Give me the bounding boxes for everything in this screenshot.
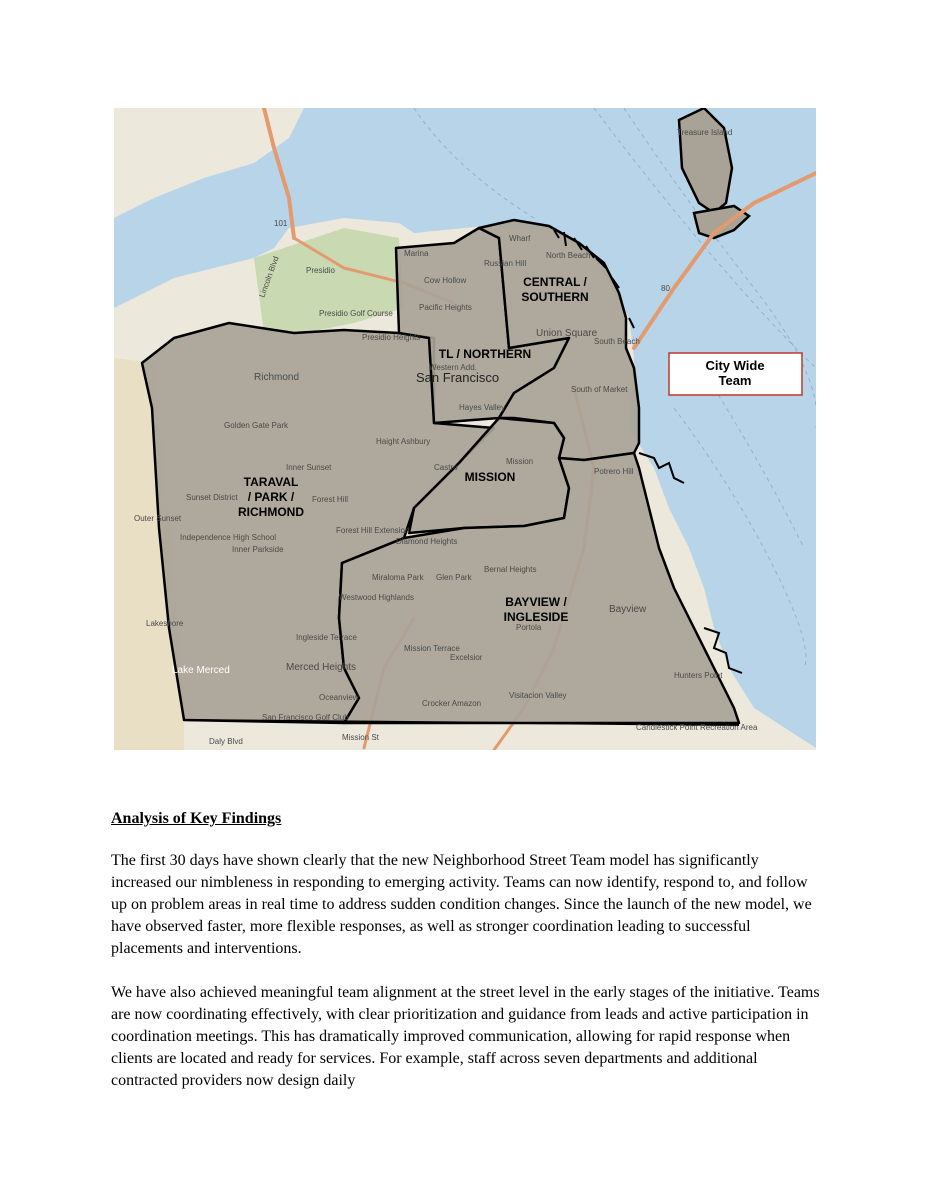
place-label: Crocker Amazon	[422, 699, 482, 708]
place-label: Presidio	[306, 266, 335, 275]
place-label: Mission St	[342, 733, 379, 742]
city-name-label: San Francisco	[416, 370, 500, 385]
paragraph-1: The first 30 days have shown clearly that the new Neighborhood Street Team model has significantly increased our nimbleness in responding to emerging activity. Teams can now identify, respond to, and follow up on problem areas in real time to address sudden condition changes. Since the launch of the new model, we have observed faster, more flexible responses, as well as stronger coordination leading to successful placements and interventions.	[111, 852, 812, 957]
district-label-bayview-ingleside: BAYVIEW / INGLESIDE	[503, 595, 569, 624]
place-label: Bernal Heights	[484, 565, 537, 574]
place-label: Mission	[506, 457, 534, 466]
highway-shield: 101	[274, 219, 288, 228]
paragraph-2: We have also achieved meaningful team alignment at the street level in the early stages of the initiative. Teams are now coordinating effectively, with clear prioritization and guidance from leads and active participation in coordination meetings. This has dramatically improved communication, allowing for rapid response when clients are located and ready for services. For example, staff across seven departments and additional contracted providers now design daily	[111, 984, 820, 1089]
district-label-mission: MISSION	[464, 470, 516, 484]
place-label: Portola	[516, 623, 542, 632]
section-heading: Analysis of Key Findings	[111, 810, 282, 827]
place-label: Westwood Highlands	[339, 593, 415, 602]
place-label: Visitacion Valley	[509, 691, 567, 700]
place-label: Oceanview	[319, 693, 359, 702]
place-label: Cow Hollow	[424, 276, 467, 285]
place-label: Haight Ashbury	[376, 437, 431, 446]
place-label: Ingleside Terrace	[296, 633, 357, 642]
place-label: Lincoln Blvd	[257, 255, 281, 299]
place-label: Hayes Valley	[459, 403, 506, 412]
district-label-taraval-park-richmond: TARAVAL / PARK / RICHMOND	[238, 475, 304, 519]
place-label: Russian Hill	[484, 259, 527, 268]
place-label: San Francisco Golf Club	[262, 713, 349, 722]
place-label: Inner Parkside	[232, 545, 284, 554]
place-label: Excelsior	[450, 653, 483, 662]
place-label: Inner Sunset	[286, 463, 332, 472]
place-label: Daly Blvd	[209, 737, 243, 746]
place-label: Mission Terrace	[404, 644, 460, 653]
place-label: Golden Gate Park	[224, 421, 289, 430]
place-label: Candlestick Point Recreation Area	[636, 723, 758, 732]
place-label: Forest Hill Extension	[336, 526, 410, 535]
place-label: Potrero Hill	[594, 467, 634, 476]
police-district-map	[114, 108, 816, 750]
place-label: Glen Park	[436, 573, 472, 582]
place-label: Miraloma Park	[372, 573, 424, 582]
district-label-tl-northern: TL / NORTHERN	[438, 347, 532, 361]
highway-shield: 80	[661, 284, 670, 293]
place-label: Pacific Heights	[419, 303, 472, 312]
place-label: Forest Hill	[312, 495, 349, 504]
place-label: Independence High School	[180, 533, 277, 542]
place-label: Castro	[434, 463, 458, 472]
place-label: Sunset District	[186, 493, 238, 502]
place-label: Wharf	[509, 234, 531, 243]
place-label: Lake Merced	[172, 665, 230, 676]
place-label: Merced Heights	[286, 662, 357, 673]
place-label: Diamond Heights	[396, 537, 458, 546]
place-label: Marina	[404, 249, 429, 258]
place-label: Outer Sunset	[134, 514, 182, 523]
place-label: Western Add.	[429, 363, 477, 372]
place-label: Presidio Heights	[362, 333, 421, 342]
place-label: Presidio Golf Course	[319, 309, 393, 318]
place-label: Richmond	[254, 372, 300, 383]
city-wide-team-label: City Wide Team	[705, 358, 765, 388]
place-label: South Beach	[594, 337, 640, 346]
place-label: Treasure Island	[677, 128, 733, 137]
district-label-central-southern: CENTRAL / SOUTHERN	[521, 275, 589, 304]
place-label: South of Market	[571, 385, 628, 394]
place-label: Hunters Point	[674, 671, 723, 680]
place-label: North Beach	[546, 251, 591, 260]
place-label: Bayview	[609, 604, 647, 615]
place-label: Lakeshore	[146, 619, 184, 628]
place-label: Union Square	[536, 328, 598, 339]
